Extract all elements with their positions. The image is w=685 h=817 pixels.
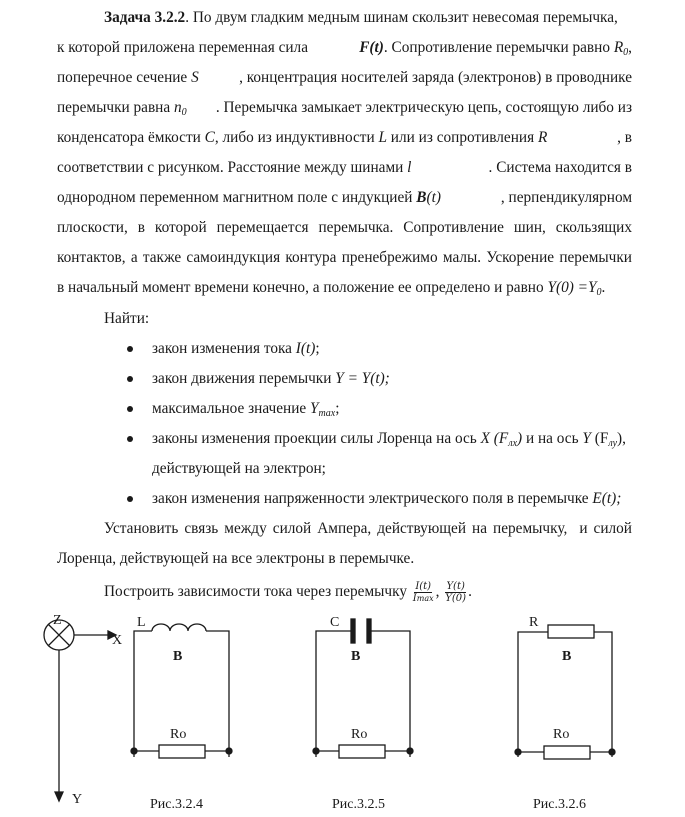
field-symbol: B [416,189,427,206]
text-run: . [601,279,606,296]
resistor-ro-icon [159,745,205,758]
paragraph-line-8 [57,218,632,238]
math: ) [517,430,523,447]
text-run: к которой приложена переменная сила [57,39,312,56]
y-arrow-icon [55,792,63,801]
text-run: закон движения перемычки [152,370,336,387]
area-symbol: S [191,69,199,86]
figure-caption: Рис.3.2.4 [150,797,203,812]
text-run: . [468,583,472,600]
capacitor-plate-icon [367,619,371,643]
y-axis-label: Y [72,792,83,808]
bullet-icon [127,496,133,502]
field-label: B [173,649,183,664]
capacitor-label: C [330,615,340,630]
position-ratio-fraction [444,581,467,604]
load-label: Ro [553,727,570,742]
resistor-ro-icon [339,745,385,758]
bullet-icon [127,406,133,412]
x-axis-label: X [112,632,123,648]
text-run: , перпендикулярном [500,189,632,206]
subscript: лу [608,438,618,449]
list-item-continuation: действующей на электрон; [152,460,326,477]
subscript: лх [508,438,518,449]
load-label: Ro [170,727,187,742]
text-run: поперечное сечение [57,69,192,86]
z-axis-label: Z [53,612,62,628]
fraction-denominator: Y(0) [445,592,467,604]
load-label: Ro [351,727,368,742]
text-run: закон изменения напряженности электрического поля в перемычке [152,490,593,507]
concentration-symbol: n [173,99,182,116]
list-item [152,399,685,419]
bullet-icon [127,376,133,382]
field-label: B [351,649,361,664]
subscript: 0 [596,287,602,298]
bullet-icon [127,436,133,442]
paragraph-line-3 [57,68,632,88]
current-ratio-fraction [412,581,435,604]
find-label: Найти: [104,310,150,327]
figure-caption: Рис.3.2.6 [533,797,586,812]
list-item [152,489,685,509]
list-item [152,369,685,389]
relation-line-1 [104,519,632,539]
capacitance-symbol: C [204,129,215,146]
resistance-symbol: R [537,129,548,146]
text-run: однородном переменном магнитном поле с индукцией [57,189,417,206]
text-run: ; [335,400,340,417]
paragraph-line-10 [57,278,685,298]
junction-dot [609,749,615,755]
text-run: или из сопротивления [386,129,538,146]
junction-dot [407,748,413,754]
text-run: , либо из индуктивности [214,129,379,146]
math: X (F [480,430,509,447]
inductance-symbol: L [378,129,387,146]
math: Y = Y(t); [335,370,390,387]
field-label: B [562,649,572,664]
fraction-denominator [412,593,435,604]
paragraph-line-5 [57,128,632,148]
math: I(t) [295,340,316,357]
math: ), [617,430,626,447]
text-run: конденсатора ёмкости [57,129,205,146]
text-run: . По двум гладким медным шинам скользит невесомая перемычка, [185,9,618,26]
text-run: Построить зависимости тока через перемычку [104,583,411,600]
paragraph-line-7 [57,188,632,208]
fraction-numerator: I(t) [415,580,432,592]
paragraph-line-9 [57,248,632,268]
math: Y [310,400,319,417]
text-run: . Перемычка замыкает электрическую цепь, состоящую либо из [215,99,632,116]
inductor-coil-icon [152,624,206,631]
relation-line-2: Лоренца, действующей на все электроны в перемычке. [57,550,415,567]
circuit-figures [0,612,685,812]
distance-symbol: l [407,159,412,176]
capacitor-plate-icon [351,619,355,643]
force-symbol: F(t) [359,39,384,56]
initial-position: Y(0) =Y [547,279,597,296]
text-run: (t) [426,189,441,206]
text-run: , в [617,129,632,146]
math: (F [590,430,609,447]
resistor-ro-icon [544,746,590,759]
text-run: , концентрация носителей заряда (электронов) в проводнике [239,69,632,86]
text-run: максимальное значение [152,400,311,417]
text-run: перемычки равна [57,99,174,116]
plot-instruction: Построить зависимости тока через перемычку $\frac{I(t)}{Imax}$ , $\frac{Y(t)}{Y(0)}$ . [104,580,472,604]
resistance-symbol: R [613,39,624,56]
text-run: . Сопротивление перемычки равно [383,39,614,56]
text-run: закон изменения тока [152,340,296,357]
math: E(t); [592,490,622,507]
subscript: max [416,593,434,603]
junction-dot [226,748,232,754]
problem-title: Задача 3.2.2 [104,9,186,26]
math: I [412,592,417,604]
coordinate-axes [44,620,116,801]
list-item [152,429,685,449]
fraction-numerator: Y(t) [446,580,465,592]
bullet-icon [127,346,133,352]
text-run: в начальный момент времени конечно, а положение ее определено и равно [57,279,548,296]
junction-dot [313,748,319,754]
figure-caption: Рис.3.2.5 [332,797,385,812]
text-run: , [628,39,632,56]
paragraph-line-2 [57,38,632,58]
paragraph-line-6 [57,158,632,178]
math: Y [582,430,591,447]
list-item [152,339,685,359]
text-run: контактов, а также самоиндукция контура пренебрежимо малы. Ускорение перемычки [57,249,632,266]
text-run: законы изменения проекции силы Лоренца на ось [152,430,481,447]
inductor-label: L [137,615,146,630]
paragraph-line-1 [104,8,634,28]
resistor-label: R [529,615,539,630]
text-run: Установить связь между силой Ампера, действующей на перемычку, и силой [104,520,632,537]
subscript: 0 [623,47,629,58]
resistor-r-icon [548,625,594,638]
text-run: и на ось [522,430,583,447]
text-run: плоскости, в которой перемещается перемычка. Сопротивление шин, скользящих [57,219,632,236]
text-run: . Система находится в [488,159,632,176]
text-run: соответствии с рисунком. Расстояние между шинами [57,159,408,176]
junction-dot [131,748,137,754]
subscript: max [318,408,336,419]
junction-dot [515,749,521,755]
subscript: 0 [181,107,187,118]
paragraph-line-4 [57,98,632,118]
text-run: ; [315,340,320,357]
